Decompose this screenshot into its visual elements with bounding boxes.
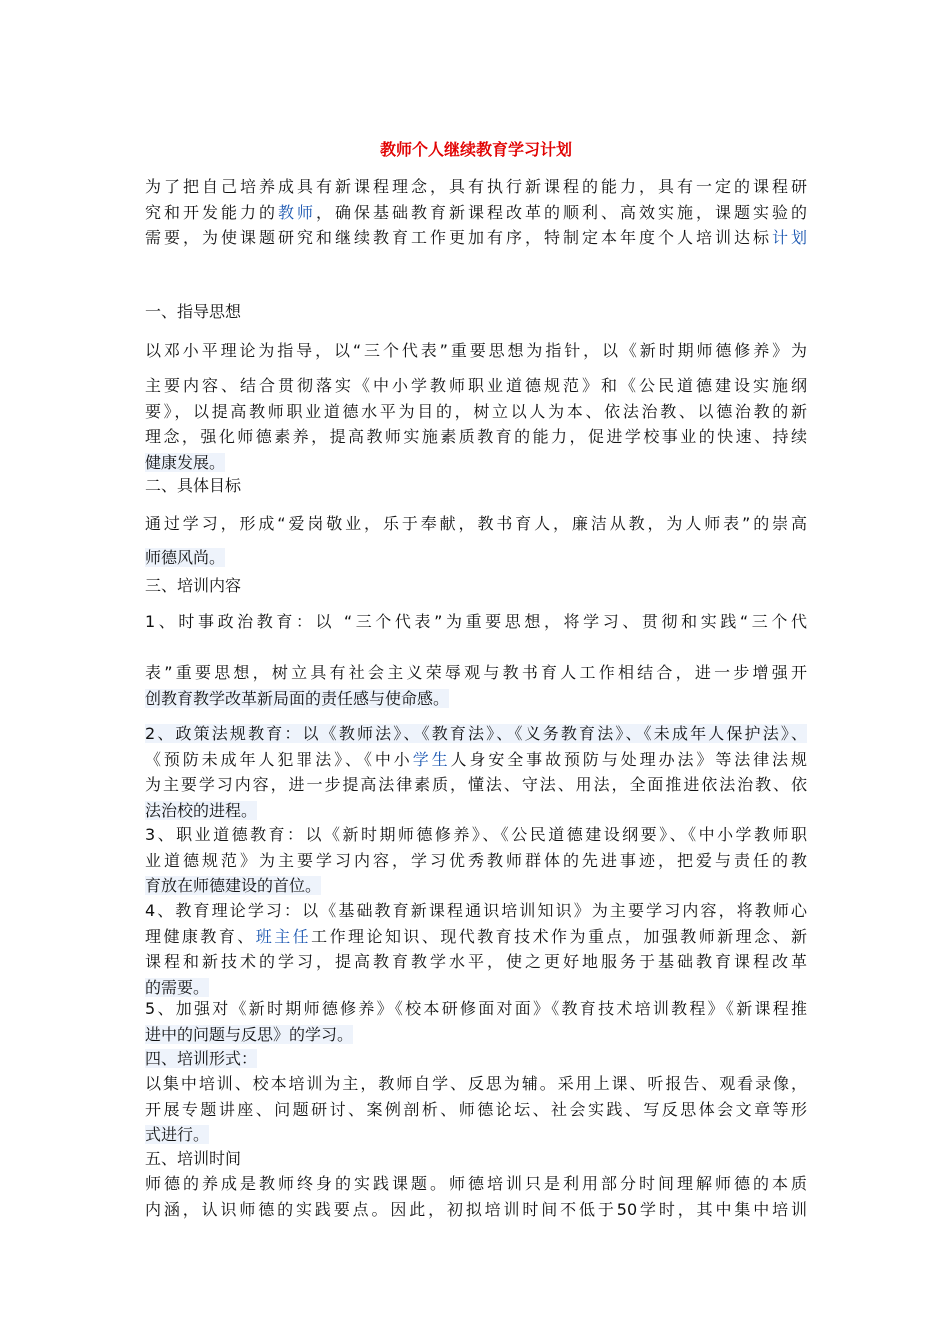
intro-paragraph [145, 174, 807, 251]
section-3-item-3-paragraph [145, 822, 807, 899]
section-3-item-5-paragraph [145, 996, 807, 1047]
section-1-line-2: 主要内容、结合贯彻落实《中小学教师职业道德规范》和《公民道德建设实施纲 [145, 376, 807, 395]
section-2-line-1-block [145, 511, 807, 537]
section-2-line-2-block [145, 545, 807, 571]
section-3-item-4-line-2: 理健康教育、班主任工作理论知识、现代教育技术作为重点，加强教师新理念、新 [145, 926, 807, 946]
section-1-line-5: 健康发展。 [145, 452, 226, 472]
section-2-heading: 二、具体目标 [145, 476, 242, 495]
section-1-line-4: 理念，强化师德素养，提高教师实施素质教育的能力，促进学校事业的快速、持续 [145, 427, 807, 446]
section-3-item-1-line-3: 创教育教学改革新局面的责任感与使命感。 [145, 688, 450, 708]
section-5-paragraph [145, 1171, 807, 1222]
section-3-item-5-line-1: 5、加强对《新时期师德修养》《校本研修面对面》《教育技术培训教程》《新课程推 [145, 999, 807, 1018]
section-5-heading: 五、培训时间 [145, 1149, 242, 1168]
section-4-line-3: 式进行。 [145, 1125, 210, 1144]
section-3-item-1-line-2: 表”重要思想，树立具有社会主义荣辱观与教书育人工作相结合，进一步增强开 [145, 663, 807, 682]
section-4-line-2: 开展专题讲座、问题研讨、案例剖析、师德论坛、社会实践、写反思体会文章等形 [145, 1099, 807, 1119]
section-1-line-3: 要》，以提高教师职业道德水平为目的，树立以人为本、依法治教、以德治教的新 [145, 401, 807, 421]
section-3-item-4-paragraph [145, 898, 807, 1000]
section-3-item-2-line-3: 为主要学习内容，进一步提高法律素质，懂法、守法、用法，全面推进依法治教、依 [145, 775, 807, 794]
section-3-item-4-line-3: 课程和新技术的学习，提高教育教学水平，使之更好地服务于基础教育课程改革 [145, 952, 807, 971]
section-1-heading: 一、指导思想 [145, 302, 242, 321]
section-3-item-3-line-2: 业道德规范》为主要学习内容，学习优秀教师群体的先进事迹，把爱与责任的教 [145, 850, 807, 870]
section-5-line-2: 内涵，认识师德的实践要点。因此，初拟培训时间不低于50学时，其中集中培训 [145, 1199, 807, 1219]
section-3-heading: 三、培训内容 [145, 576, 242, 595]
section-3-item-1-paragraph [145, 660, 807, 711]
section-1-paragraph [145, 373, 807, 475]
section-3-item-2-line-1: 2、政策法规教育：以《教师法》、《教育法》、《义务教育法》、《未成年人保护法》、 [145, 724, 807, 743]
section-3-item-2-line-2: 《预防未成年人犯罪法》、《中小学生人身安全事故预防与处理办法》等法律法规 [145, 749, 807, 769]
section-4-paragraph [145, 1071, 807, 1148]
section-3-item-3-line-3: 育放在师德建设的首位。 [145, 876, 322, 895]
section-4-line-1: 以集中培训、校本培训为主，教师自学、反思为辅。采用上课、听报告、观看录像， [145, 1074, 807, 1093]
section-3-item-2-line-4: 法治校的进程。 [145, 800, 258, 820]
section-2-line-2: 师德风尚。 [145, 548, 226, 567]
section-3-item-3-line-1: 3、职业道德教育：以《新时期师德修养》、《公民道德建设纲要》、《中小学教师职 [145, 825, 807, 844]
section-3-item-5-line-2: 进中的问题与反思》的学习。 [145, 1024, 354, 1044]
section-2-line-1: 通过学习，形成“爱岗敬业，乐于奉献，教书育人，廉洁从教，为人师表”的崇高 [145, 514, 807, 533]
link-head-teacher[interactable]: 班主任 [255, 926, 312, 946]
link-student[interactable]: 学生 [412, 749, 451, 769]
intro-line-2: 究和开发能力的教师，确保基础教育新课程改革的顺利、高效实施，课题实验的 [145, 202, 807, 222]
section-3-item-2-paragraph [145, 721, 807, 823]
section-3-item-4-line-4: 的需要。 [145, 977, 210, 997]
section-3-item-1-line-1: 1、时事政治教育：以 “三个代表”为重要思想，将学习、贯彻和实践“三个代 [145, 612, 807, 631]
section-4-heading: 四、培训形式： [145, 1049, 258, 1068]
document-title: 教师个人继续教育学习计划 [379, 140, 572, 159]
link-teacher[interactable]: 教师 [278, 202, 316, 222]
section-3-item-1-line-1-block [145, 609, 807, 635]
section-1-line-1: 以邓小平理论为指导，以“三个代表”重要思想为指针，以《新时期师德修养》为 [145, 341, 807, 360]
section-5-line-1: 师德的养成是教师终身的实践课题。师德培训只是利用部分时间理解师德的本质 [145, 1174, 807, 1193]
section-1-line-1-block [145, 338, 807, 364]
link-plan[interactable]: 计划 [771, 228, 807, 247]
intro-line-3: 需要，为使课题研究和继续教育工作更加有序，特制定本年度个人培训达标计划 [145, 228, 807, 247]
intro-line-1: 为了把自己培养成具有新课程理念，具有执行新课程的能力，具有一定的课程研 [145, 177, 807, 196]
section-3-item-4-line-1: 4、教育理论学习：以《基础教育新课程通识培训知识》为主要学习内容，将教师心 [145, 901, 807, 920]
